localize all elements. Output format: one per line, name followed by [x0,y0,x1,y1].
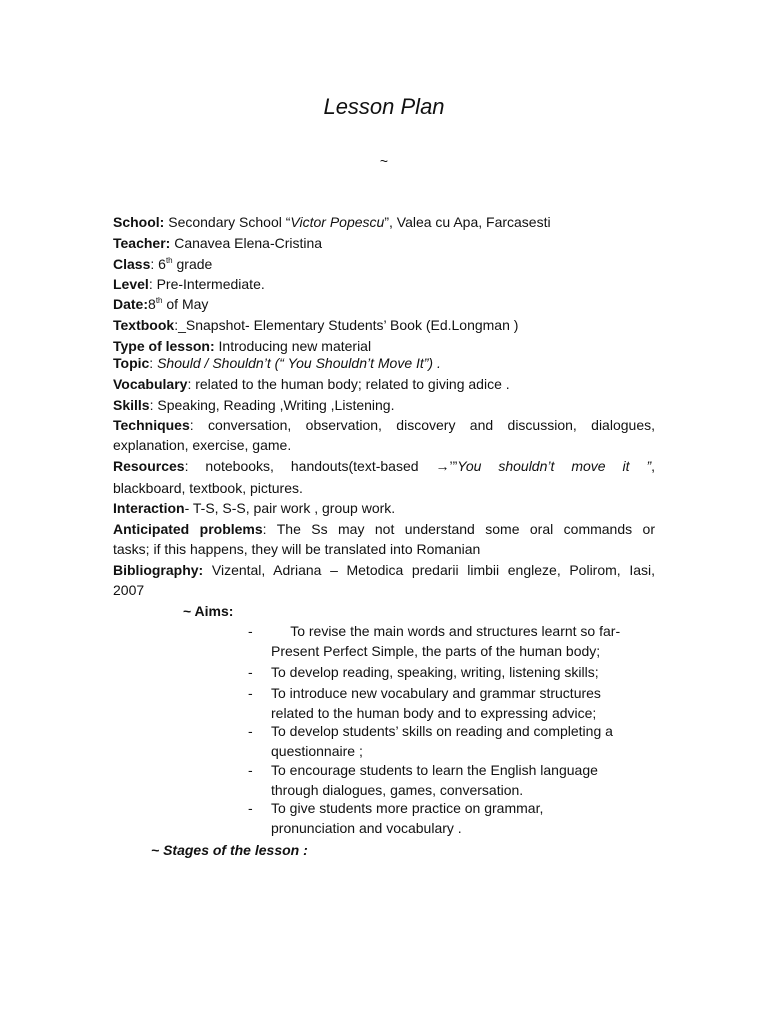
field-level: Level: Pre-Intermediate. [113,276,265,292]
field-label: School: [113,214,165,230]
field-label: Date: [113,296,149,312]
field-label: Bibliography: [113,562,204,578]
field-vocabulary: Vocabulary: related to the human body; related to giving adice . [113,376,510,392]
list-bullet: - [248,800,253,816]
field-bibliography: Bibliography: Vizental, Adriana – Metodica predarii limbii engleze, Polirom, Iasi, [113,562,655,578]
field-label: Type of lesson: [113,338,215,354]
field-label: Teacher: [113,235,171,251]
aims-heading: ~ Aims: [183,603,234,619]
field-resources-cont: blackboard, textbook, pictures. [113,480,303,496]
field-anticipated-problems-cont: tasks; if this happens, they will be translated into Romanian [113,541,481,557]
field-label: Skills [113,397,150,413]
stages-heading: ~ Stages of the lesson : [151,842,308,858]
list-bullet: - [248,723,253,739]
list-bullet: - [248,664,253,680]
field-textbook: Textbook:_Snapshot- Elementary Students’ Book (Ed.Longman ) [113,317,519,333]
field-interaction: Interaction- T-S, S-S, pair work , group work. [113,500,396,516]
field-label: Techniques [113,417,190,433]
list-bullet: - [248,762,253,778]
field-label: Vocabulary [113,376,188,392]
field-anticipated-problems: Anticipated problems: The Ss may not understand some oral commands or [113,521,655,537]
field-date: Date:8th of May [113,296,209,312]
field-label: Textbook [113,317,175,333]
field-resources: Resources: notebooks, handouts(text-based →’”You shouldn’t move it ”, [113,458,655,474]
field-label: Interaction [113,500,185,516]
field-school: School: Secondary School “Victor Popescu”, Valea cu Apa, Farcasesti [113,214,551,230]
field-type-of-lesson: Type of lesson: Introducing new material [113,338,372,354]
field-label: Level [113,276,149,292]
arrow-right-icon: → [435,458,450,474]
field-topic: Topic: Should / Shouldn’t (“ You Shouldn’t Move It”) . [113,355,441,371]
field-teacher: Teacher: Canavea Elena-Cristina [113,235,323,251]
field-label: Resources [113,458,185,474]
list-bullet: - [248,685,253,701]
title-ornament: ~ [379,153,389,169]
list-bullet: - [248,623,253,639]
field-techniques-cont: explanation, exercise, game. [113,437,292,453]
document-page: Lesson Plan ~ School: Secondary School “Victor Popescu”, Valea cu Apa, Farcasesti Teacher: Canavea Elena-Cristina Class: 6th grade Level: Pre-Intermediate. Date:8th of May Textbook:_Snapshot- Elementary Students’ Book (Ed.Longman ) Type of lesson: Introducing new material Topic: Should / Shouldn’t (“ You Shouldn’t Move It”) . Vocabulary: related to the human body; related to giving adice . Skills: Speaking, Reading ,Writing ,Listening. Techniques: conversation, observation, discovery and discussion, dialogues, explanation, exercise, game. Resources: notebooks, handouts(text-based →’”You shouldn’t move it ”, blackboard, textbook, pictures. Interaction- T-S, S-S, pair work , group work. Anticipated problems: The Ss may not understand some oral commands or tasks; if this happens, they will be translated into Romanian Bibliography: Vizental, Adriana – Metodica predarii limbii engleze, Polirom, Iasi, 2007 ~ Aims: - To revise the main words and structures learnt so far- Present Perfect Simple, the parts of the human body; - To develop reading, speaking, writing, listening skills; - To introduce new vocabulary and grammar structures related to the human body and to expressing advice; - To develop students’ skills on reading and completing a questionnaire ; - To encourage students to learn the English language through dialogues, games, conversation. - To give students more practice on grammar, pronunciation and vocabulary . ~ Stages of the lesson : [0,0,768,1024]
field-label: Topic [113,355,150,371]
field-bibliography-cont: 2007 [113,582,145,598]
field-label: Anticipated problems [113,521,263,537]
field-skills: Skills: Speaking, Reading ,Writing ,Listening. [113,397,395,413]
field-techniques: Techniques: conversation, observation, discovery and discussion, dialogues, [113,417,655,433]
field-class: Class: 6th grade [113,256,213,272]
page-title: Lesson Plan [323,94,445,119]
field-label: Class [113,256,151,272]
